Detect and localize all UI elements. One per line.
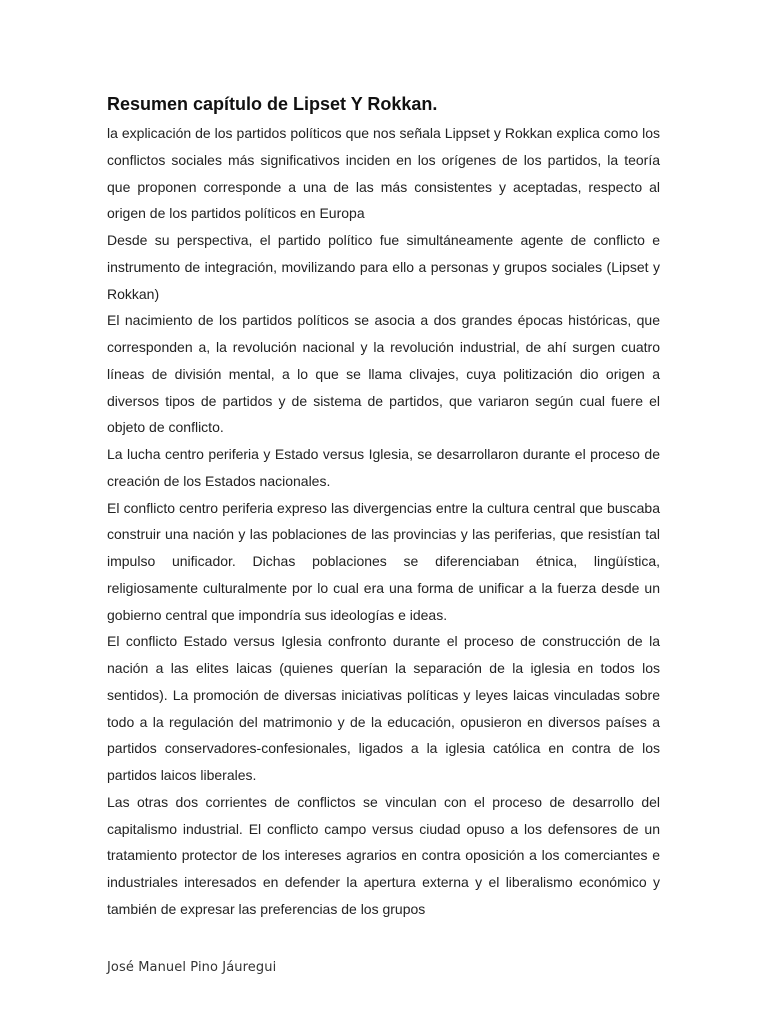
paragraph-1: la explicación de los partidos políticos que nos señala Lippset y Rokkan explica como los conflictos sociales más significativos inciden en los orígenes de los partidos, la teoría que proponen corresponde a una de las más consistentes y aceptadas, respecto al origen de los partidos políticos en Europa [107,125,660,222]
document-body [107,92,660,923]
document-title: Resumen capítulo de Lipset Y Rokkan. [107,94,438,114]
footer-author: José Manuel Pino Jáuregui [107,960,277,975]
paragraph-3: El nacimiento de los partidos políticos se asocia a dos grandes épocas históricas, que corresponden a, la revolución nacional y la revolución industrial, de ahí surgen cuatro líneas de división mental, a lo que se llama clivajes, cuya politización dio origen a diversos tipos de partidos y de sistema de partidos, que variaron según cual fuere el objeto de conflicto. [107,312,660,436]
paragraph-4: La lucha centro periferia y Estado versus Iglesia, se desarrollaron durante el proceso de creación de los Estados nacionales. [107,446,660,489]
paragraph-6: El conflicto Estado versus Iglesia confronto durante el proceso de construcción de la nación a las elites laicas (quienes querían la separación de la iglesia en todos los sentidos). La promoción de diversas iniciativas políticas y leyes laicas vinculadas sobre todo a la regulación del matrimonio y de la educación, opusieron en diversos países a partidos conservadores-confesionales, ligados a la iglesia católica en contra de los partidos laicos liberales. [107,633,660,783]
paragraph-5: El conflicto centro periferia expreso las divergencias entre la cultura central que buscaba construir una nación y las poblaciones de las provincias y las periferias, que resistían tal impulso unificador. Dichas poblaciones se diferenciaban étnica, lingüística, religiosamente culturalmente por lo cual era una forma de unificar a la fuerza desde un gobierno central que impondría sus ideologías e ideas. [107,499,660,623]
paragraph-2: Desde su perspectiva, el partido político fue simultáneamente agente de conflicto e instrumento de integración, movilizando para ello a personas y grupos sociales (Lipset y Rokkan) [107,232,660,302]
paragraph-7: Las otras dos corrientes de conflictos se vinculan con el proceso de desarrollo del capitalismo industrial. El conflicto campo versus ciudad opuso a los defensores de un tratamiento protector de los intereses agrarios en contra oposición a los comerciantes e industriales interesados en defender la apertura externa y el liberalismo económico y también de expresar las preferencias de los grupos [107,793,660,917]
